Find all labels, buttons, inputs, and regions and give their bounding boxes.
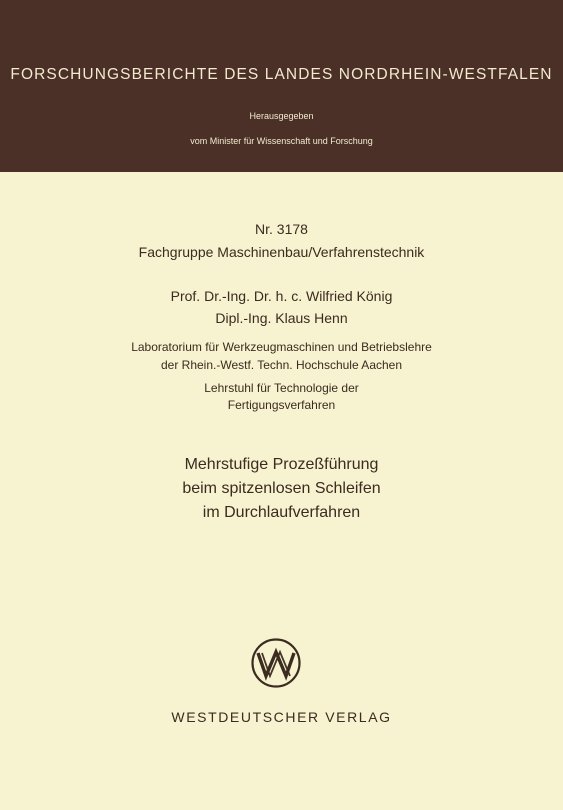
lehrstuhl-line-1: Lehrstuhl für Technologie der (204, 381, 359, 395)
lehrstuhl-line-2: Fertigungsverfahren (227, 398, 336, 412)
laboratory-line-2: der Rhein.-Westf. Techn. Hochschule Aachen (160, 358, 403, 372)
title-line-1: Mehrstufige Prozeßführung (184, 456, 379, 473)
series-title: FORSCHUNGSBERICHTE DES LANDES NORDRHEIN-WESTFALEN (10, 66, 553, 83)
title-line-3: im Durchlaufverfahren (202, 504, 361, 521)
header-band (0, 0, 563, 172)
publisher-name: WESTDEUTSCHER VERLAG (171, 709, 392, 725)
laboratory-line-1: Laboratorium für Werkzeugmaschinen und Betriebslehre (131, 340, 432, 354)
author-2: Dipl.-Ing. Klaus Henn (215, 310, 348, 326)
report-number: Nr. 3178 (255, 221, 308, 237)
title-line-2: beim spitzenlosen Schleifen (182, 480, 381, 497)
westdeutscher-verlag-logo-icon (250, 637, 302, 689)
minister-line: vom Minister für Wissenschaft und Forschung (190, 136, 373, 146)
herausgegeben-label: Herausgegeben (249, 111, 314, 121)
author-1: Prof. Dr.-Ing. Dr. h. c. Wilfried König (170, 288, 393, 304)
fachgruppe-line: Fachgruppe Maschinenbau/Verfahrenstechnik (138, 244, 425, 260)
